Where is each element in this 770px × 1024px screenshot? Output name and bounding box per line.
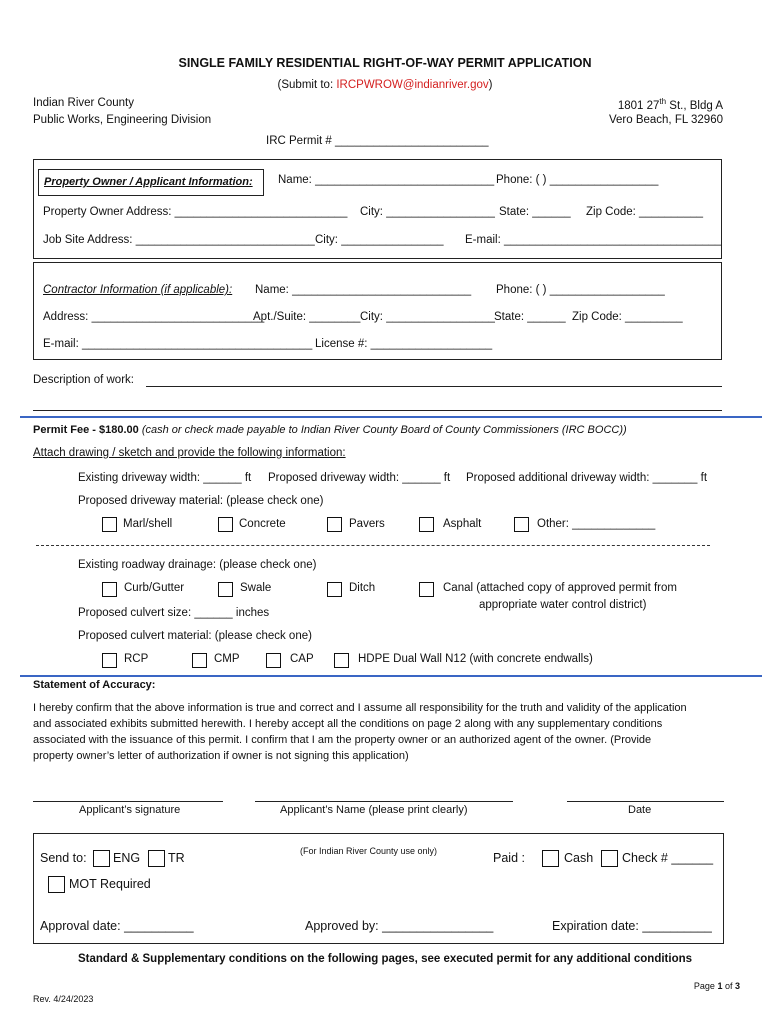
printed-name-line[interactable]: [255, 801, 513, 802]
permit-fee-note: (cash or check made payable to Indian River County Board of County Commissioners (IRC BOCC)): [138, 424, 627, 436]
contractor-phone-field[interactable]: Phone: ( ) __________________: [496, 284, 665, 296]
cash-checkbox[interactable]: [542, 850, 559, 867]
proposed-driveway-width-field[interactable]: Proposed driveway width: ______ ft: [268, 472, 451, 484]
mot-required-checkbox[interactable]: [48, 876, 65, 893]
rcp-label: RCP: [124, 653, 149, 665]
paid-label: Paid :: [493, 851, 525, 865]
additional-driveway-width-field[interactable]: Proposed additional driveway width: _______ ft: [466, 472, 708, 484]
mot-required-label: MOT Required: [69, 877, 151, 891]
job-city-field[interactable]: City: ________________: [315, 234, 444, 246]
division-name: Public Works, Engineering Division: [33, 114, 212, 126]
other-material-field[interactable]: Other: _____________: [537, 518, 656, 530]
contractor-email-field[interactable]: E-mail: ____________________________________: [43, 338, 313, 350]
send-to-label: Send to:: [40, 851, 87, 865]
hdpe-checkbox[interactable]: [334, 653, 349, 668]
submit-line: [0, 79, 770, 91]
swale-checkbox[interactable]: [218, 582, 233, 597]
cap-checkbox[interactable]: [266, 653, 281, 668]
accuracy-line-1: I hereby confirm that the above information is true and correct and I assume all responsibility for the truth and validity of the application: [33, 702, 687, 714]
drainage-label: Existing roadway drainage: (please check one): [78, 559, 317, 571]
page-number: Page 1 of 3: [693, 981, 740, 991]
marl-shell-checkbox[interactable]: [102, 517, 117, 532]
cash-label: Cash: [564, 851, 594, 865]
swale-label: Swale: [240, 582, 272, 594]
contractor-city-field[interactable]: City: _________________: [360, 311, 495, 323]
description-line-2[interactable]: [33, 410, 722, 411]
rcp-checkbox[interactable]: [102, 653, 117, 668]
eng-checkbox[interactable]: [93, 850, 110, 867]
county-name: Indian River County: [33, 97, 134, 109]
driveway-material-label: Proposed driveway material: (please check one): [78, 495, 324, 507]
conditions-note: Standard & Supplementary conditions on the following pages, see executed permit for any additional conditions: [77, 953, 693, 965]
description-line-1[interactable]: [146, 386, 722, 387]
page-title: SINGLE FAMILY RESIDENTIAL RIGHT-OF-WAY PERMIT APPLICATION: [178, 56, 592, 70]
dashed-separator: [36, 545, 710, 546]
canal-label-cont: appropriate water control district): [479, 599, 647, 611]
check-number-field[interactable]: Check # ______: [622, 851, 714, 865]
accuracy-line-3: associated with the issuance of this permit. I confirm that I am the property owner or an authorized agent of the owner. (Provide: [33, 734, 652, 746]
contractor-address-field[interactable]: Address: ___________________________: [43, 311, 265, 323]
expiration-date-field[interactable]: Expiration date: __________: [552, 919, 712, 933]
contractor-apt-field[interactable]: Apt./Suite: ________: [253, 311, 361, 323]
curb-gutter-label: Curb/Gutter: [124, 582, 185, 594]
concrete-checkbox[interactable]: [218, 517, 233, 532]
description-label: Description of work:: [33, 374, 134, 386]
tr-label: TR: [168, 851, 185, 865]
owner-city-field[interactable]: City: _________________: [360, 206, 495, 218]
eng-label: ENG: [113, 851, 141, 865]
concrete-label: Concrete: [239, 518, 286, 530]
contractor-state-field[interactable]: State: ______: [494, 311, 566, 323]
date-label: Date: [628, 804, 652, 816]
permit-fee-line: [33, 424, 627, 436]
check-checkbox[interactable]: [601, 850, 618, 867]
asphalt-label: Asphalt: [443, 518, 482, 530]
accuracy-line-2: and associated exhibits submitted herewith. I hereby accept all the conditions on page 2 along with any supplementary conditions: [33, 718, 663, 730]
ditch-label: Ditch: [349, 582, 376, 594]
section-divider-2: [20, 675, 762, 677]
submit-suffix: ): [488, 79, 493, 91]
owner-state-field[interactable]: State: ______: [499, 206, 571, 218]
approved-by-field[interactable]: Approved by: ________________: [305, 919, 494, 933]
submit-email-link[interactable]: IRCPWROW@indianriver.gov: [336, 79, 489, 91]
owner-name-field[interactable]: Name: ____________________________: [278, 174, 495, 186]
cmp-checkbox[interactable]: [192, 653, 207, 668]
contractor-license-field[interactable]: License #: ___________________: [315, 338, 493, 350]
other-material-checkbox[interactable]: [514, 517, 529, 532]
attach-instruction: Attach drawing / sketch and provide the following information:: [33, 447, 346, 459]
accuracy-heading: Statement of Accuracy:: [33, 679, 156, 691]
marl-shell-label: Marl/shell: [123, 518, 173, 530]
approval-date-field[interactable]: Approval date: __________: [40, 919, 194, 933]
signature-line[interactable]: [33, 801, 223, 802]
submit-prefix: (Submit to:: [277, 79, 334, 91]
culvert-material-label: Proposed culvert material: (please check one): [78, 630, 312, 642]
owner-heading: Property Owner / Applicant Information:: [44, 176, 253, 188]
tr-checkbox[interactable]: [148, 850, 165, 867]
cap-label: CAP: [290, 653, 314, 665]
city-address: Vero Beach, FL 32960: [608, 114, 723, 126]
cmp-label: CMP: [214, 653, 240, 665]
street-address: 1801 27th St., Bldg A: [617, 97, 723, 112]
office-use-note: (For Indian River County use only): [300, 846, 438, 856]
owner-zip-field[interactable]: Zip Code: __________: [586, 206, 704, 218]
accuracy-line-4: property owner’s letter of authorization if owner is not signing this application): [33, 750, 409, 762]
ditch-checkbox[interactable]: [327, 582, 342, 597]
contractor-zip-field[interactable]: Zip Code: _________: [572, 311, 683, 323]
contractor-name-field[interactable]: Name: ____________________________: [255, 284, 472, 296]
irc-permit-field[interactable]: IRC Permit # ________________________: [266, 135, 489, 147]
job-site-field[interactable]: Job Site Address: ____________________________: [43, 234, 315, 246]
permit-fee-label: Permit Fee - $180.00: [33, 424, 139, 436]
existing-driveway-width-field[interactable]: Existing driveway width: ______ ft: [78, 472, 252, 484]
canal-checkbox[interactable]: [419, 582, 434, 597]
section-divider: [20, 416, 762, 418]
owner-phone-field[interactable]: Phone: ( ) _________________: [496, 174, 659, 186]
date-line[interactable]: [567, 801, 724, 802]
hdpe-label: HDPE Dual Wall N12 (with concrete endwalls): [358, 653, 593, 665]
culvert-size-field[interactable]: Proposed culvert size: ______ inches: [78, 607, 270, 619]
signature-label: Applicant’s signature: [79, 804, 181, 816]
curb-gutter-checkbox[interactable]: [102, 582, 117, 597]
pavers-label: Pavers: [349, 518, 385, 530]
asphalt-checkbox[interactable]: [419, 517, 434, 532]
contractor-heading: Contractor Information (if applicable):: [43, 284, 233, 296]
pavers-checkbox[interactable]: [327, 517, 342, 532]
owner-email-field[interactable]: E-mail: __________________________________: [465, 234, 722, 246]
printed-name-label: Applicant’s Name (please print clearly): [280, 804, 468, 816]
canal-label: Canal (attached copy of approved permit from: [443, 582, 677, 594]
owner-address-field[interactable]: Property Owner Address: ___________________________: [43, 206, 348, 218]
revision-date: Rev. 4/24/2023: [33, 994, 94, 1004]
